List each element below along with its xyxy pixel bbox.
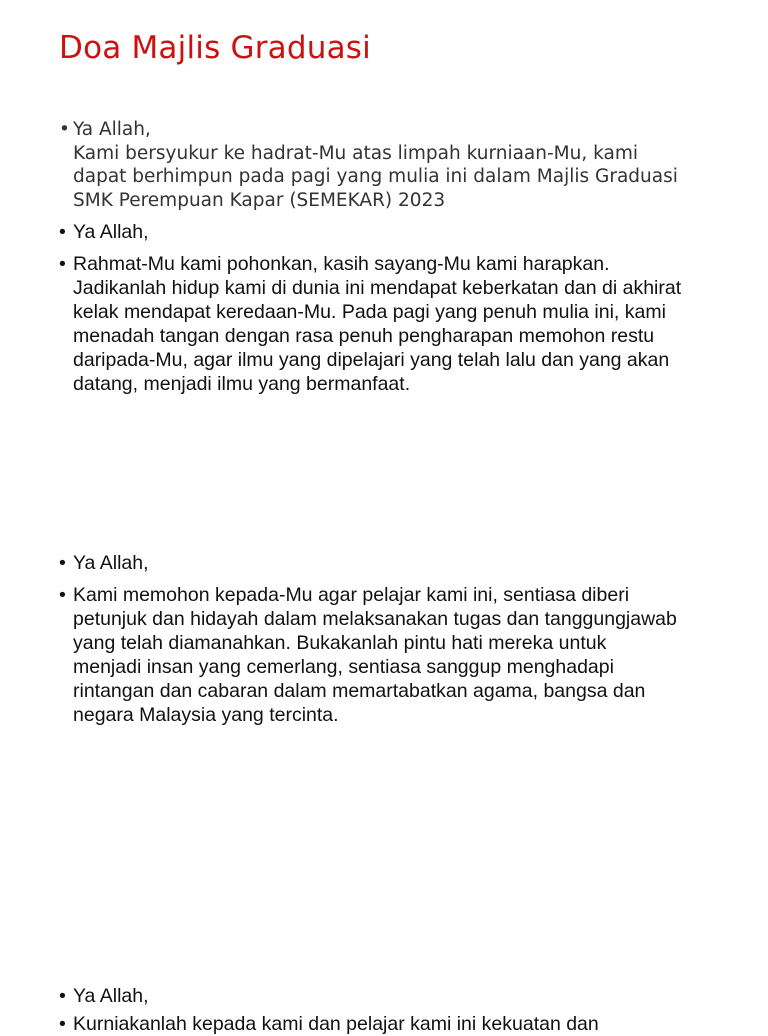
bullet-dot: •	[59, 985, 66, 1007]
bullet-dot: •	[59, 1013, 66, 1035]
text-line: rintangan dan cabaran dalam memartabatkan agama, bangsa dan	[73, 680, 646, 702]
bullet-text	[73, 1012, 719, 1036]
text-line: dapat berhimpun pada pagi yang mulia ini dalam Majlis Graduasi	[73, 166, 678, 187]
bullet-dot: •	[59, 221, 66, 243]
text-line: kelak mendapat keredaan-Mu. Pada pagi yang penuh mulia ini, kami	[73, 301, 666, 323]
bullet-dot: •	[59, 253, 66, 275]
bullet-item-6	[59, 984, 719, 1008]
text-line: negara Malaysia yang tercinta.	[73, 704, 339, 726]
page-title: Doa Majlis Graduasi	[59, 30, 371, 66]
text-line: menjadi insan yang cemerlang, sentiasa sanggup menghadapi	[73, 656, 614, 678]
bullet-dot: •	[59, 119, 70, 140]
text-line: petunjuk dan hidayah dalam melaksanakan tugas dan tanggungjawab	[73, 608, 677, 630]
text-line: daripada-Mu, agar ilmu yang dipelajari yang telah lalu dan yang akan	[73, 349, 670, 371]
bullet-text	[73, 118, 719, 212]
bullet-text	[73, 984, 719, 1008]
text-line: Kami memohon kepada-Mu agar pelajar kami ini, sentiasa diberi	[73, 584, 630, 606]
text-line: Jadikanlah hidup kami di dunia ini mendapat keberkatan dan di akhirat	[73, 277, 682, 299]
bullet-item-5	[59, 583, 719, 727]
text-line: SMK Perempuan Kapar (SEMEKAR) 2023	[73, 189, 446, 211]
text-line: Ya Allah,	[73, 985, 149, 1007]
text-line: Ya Allah,	[73, 119, 151, 140]
bullet-item-7	[59, 1012, 719, 1036]
bullet-dot: •	[59, 552, 66, 574]
bullet-dot: •	[59, 584, 66, 606]
bullet-item-1	[59, 118, 719, 212]
bullet-text	[73, 583, 719, 727]
text-line: Ya Allah,	[73, 552, 149, 574]
bullet-text	[73, 252, 719, 396]
text-line: Rahmat-Mu kami pohonkan, kasih sayang-Mu kami harapkan.	[73, 253, 610, 275]
bullet-item-4	[59, 551, 719, 575]
text-line: Ya Allah,	[73, 221, 149, 243]
bullet-text	[73, 220, 719, 244]
text-line: yang telah diamanahkan. Bukakanlah pintu hati mereka untuk	[73, 632, 607, 654]
text-line: Kami bersyukur ke hadrat-Mu atas limpah kurniaan-Mu, kami	[73, 142, 638, 164]
bullet-item-2	[59, 220, 719, 244]
text-line: Kurniakanlah kepada kami dan pelajar kami ini kekuatan dan	[73, 1013, 599, 1035]
text-line: menadah tangan dengan rasa penuh pengharapan memohon restu	[73, 325, 655, 347]
bullet-item-3	[59, 252, 719, 396]
text-line: datang, menjadi ilmu yang bermanfaat.	[73, 373, 411, 395]
bullet-text	[73, 551, 719, 575]
